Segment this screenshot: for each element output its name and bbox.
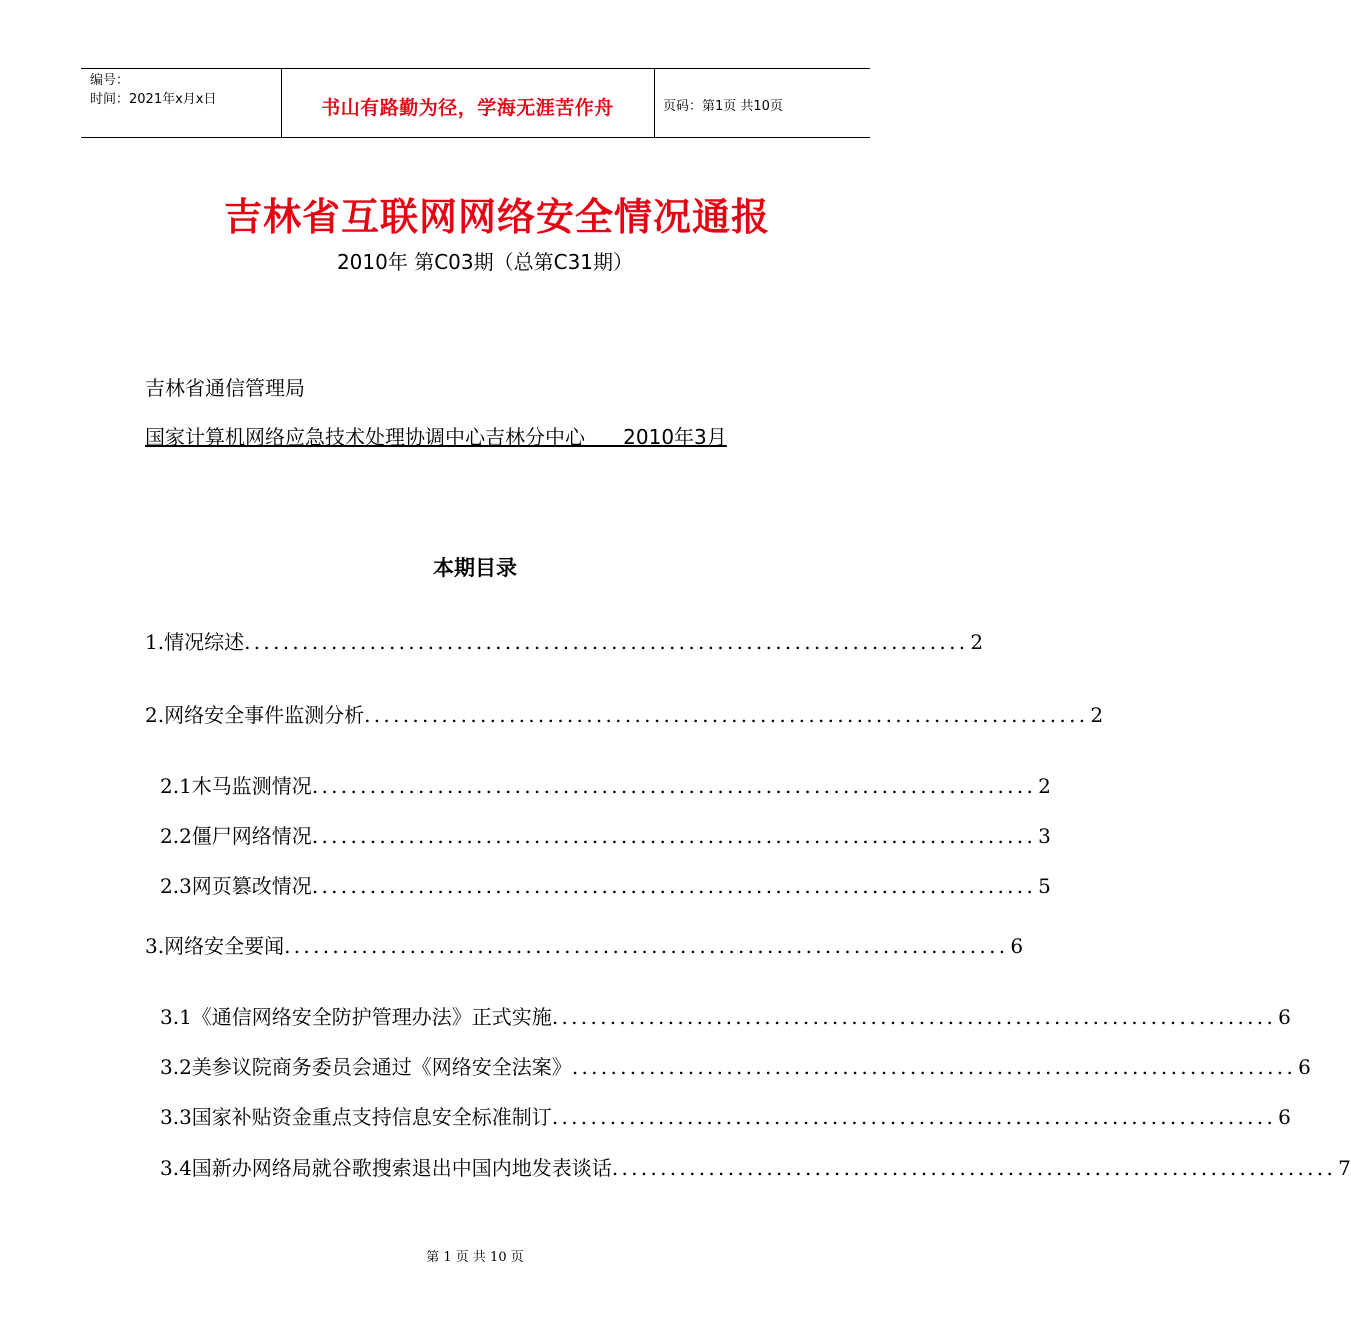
toc-leader: ........................................................................... bbox=[311, 874, 1037, 898]
toc-entry-label: 3.3国家补贴资金重点支持信息安全标准制订 bbox=[160, 1105, 552, 1129]
toc-entry-page: 5 bbox=[1038, 874, 1051, 898]
toc-entry-page: 6 bbox=[1010, 934, 1024, 958]
toc-entry[interactable] bbox=[160, 770, 1051, 799]
toc-entry[interactable] bbox=[160, 1101, 1291, 1130]
header-table bbox=[81, 68, 870, 138]
toc-leader: ........................................................................... bbox=[364, 703, 1089, 727]
toc-entry-page: 2 bbox=[1090, 703, 1104, 727]
toc-entry-page: 7 bbox=[1338, 1156, 1351, 1180]
toc-entry-label: 2.3网页篡改情况 bbox=[160, 874, 312, 898]
toc-entry[interactable] bbox=[145, 699, 1104, 728]
toc-entry-page: 2 bbox=[1038, 774, 1051, 798]
toc-entry-label: 2.1木马监测情况 bbox=[160, 774, 312, 798]
header-motto: 书山有路勤为径，学海无涯苦作舟 bbox=[321, 97, 614, 119]
toc-entry[interactable] bbox=[160, 870, 1051, 899]
issue-number: 2010年 第C03期（总第C31期） bbox=[336, 250, 634, 274]
header-page-label: 页码：第1页 共10页 bbox=[663, 99, 783, 114]
toc-leader: ........................................................................... bbox=[244, 630, 969, 654]
issuer-bureau: 吉林省通信管理局 bbox=[145, 376, 305, 400]
toc-leader: ........................................................................... bbox=[311, 824, 1037, 848]
toc-entry[interactable] bbox=[160, 1051, 1311, 1080]
header-divider bbox=[654, 69, 655, 137]
toc-entry-label: 1.情况综述 bbox=[145, 630, 245, 654]
toc-leader: ........................................................................... bbox=[551, 1105, 1277, 1129]
page-footer: 第 1 页 共 10 页 bbox=[426, 1250, 524, 1265]
toc-entry-label: 3.1《通信网络安全防护管理办法》正式实施 bbox=[160, 1005, 552, 1029]
document-title: 吉林省互联网网络安全情况通报 bbox=[223, 195, 770, 239]
toc-entry-label: 3.网络安全要闻 bbox=[145, 934, 285, 958]
toc-entry-page: 6 bbox=[1278, 1005, 1291, 1029]
toc-entry-label: 2.网络安全事件监测分析 bbox=[145, 703, 365, 727]
document-time-label: 时间：2021年x月x日 bbox=[90, 92, 217, 107]
toc-entry[interactable] bbox=[160, 1152, 1351, 1181]
toc-entry-label: 2.2僵尸网络情况 bbox=[160, 824, 312, 848]
toc-heading: 本期目录 bbox=[433, 556, 517, 580]
toc-entry-page: 6 bbox=[1298, 1055, 1311, 1079]
toc-entry[interactable] bbox=[160, 1001, 1291, 1030]
toc-leader: ........................................................................... bbox=[611, 1156, 1337, 1180]
toc-leader: ........................................................................... bbox=[551, 1005, 1277, 1029]
toc-entry-page: 6 bbox=[1278, 1105, 1291, 1129]
toc-entry-label: 3.2美参议院商务委员会通过《网络安全法案》 bbox=[160, 1055, 572, 1079]
toc-leader: ........................................................................... bbox=[571, 1055, 1297, 1079]
toc-entry-page: 2 bbox=[970, 630, 984, 654]
toc-entry[interactable] bbox=[145, 626, 984, 655]
toc-entry-page: 3 bbox=[1038, 824, 1051, 848]
toc-leader: ........................................................................... bbox=[284, 934, 1009, 958]
toc-entry[interactable] bbox=[160, 820, 1051, 849]
toc-entry[interactable] bbox=[145, 930, 1024, 959]
toc-entry-label: 3.4国新办网络局就谷歌搜索退出中国内地发表谈话 bbox=[160, 1156, 612, 1180]
document-number-label: 编号： bbox=[90, 73, 130, 88]
toc-leader: ........................................................................... bbox=[311, 774, 1037, 798]
issuer-center-date: 国家计算机网络应急技术处理协调中心吉林分中心 2010年3月 bbox=[145, 425, 727, 449]
